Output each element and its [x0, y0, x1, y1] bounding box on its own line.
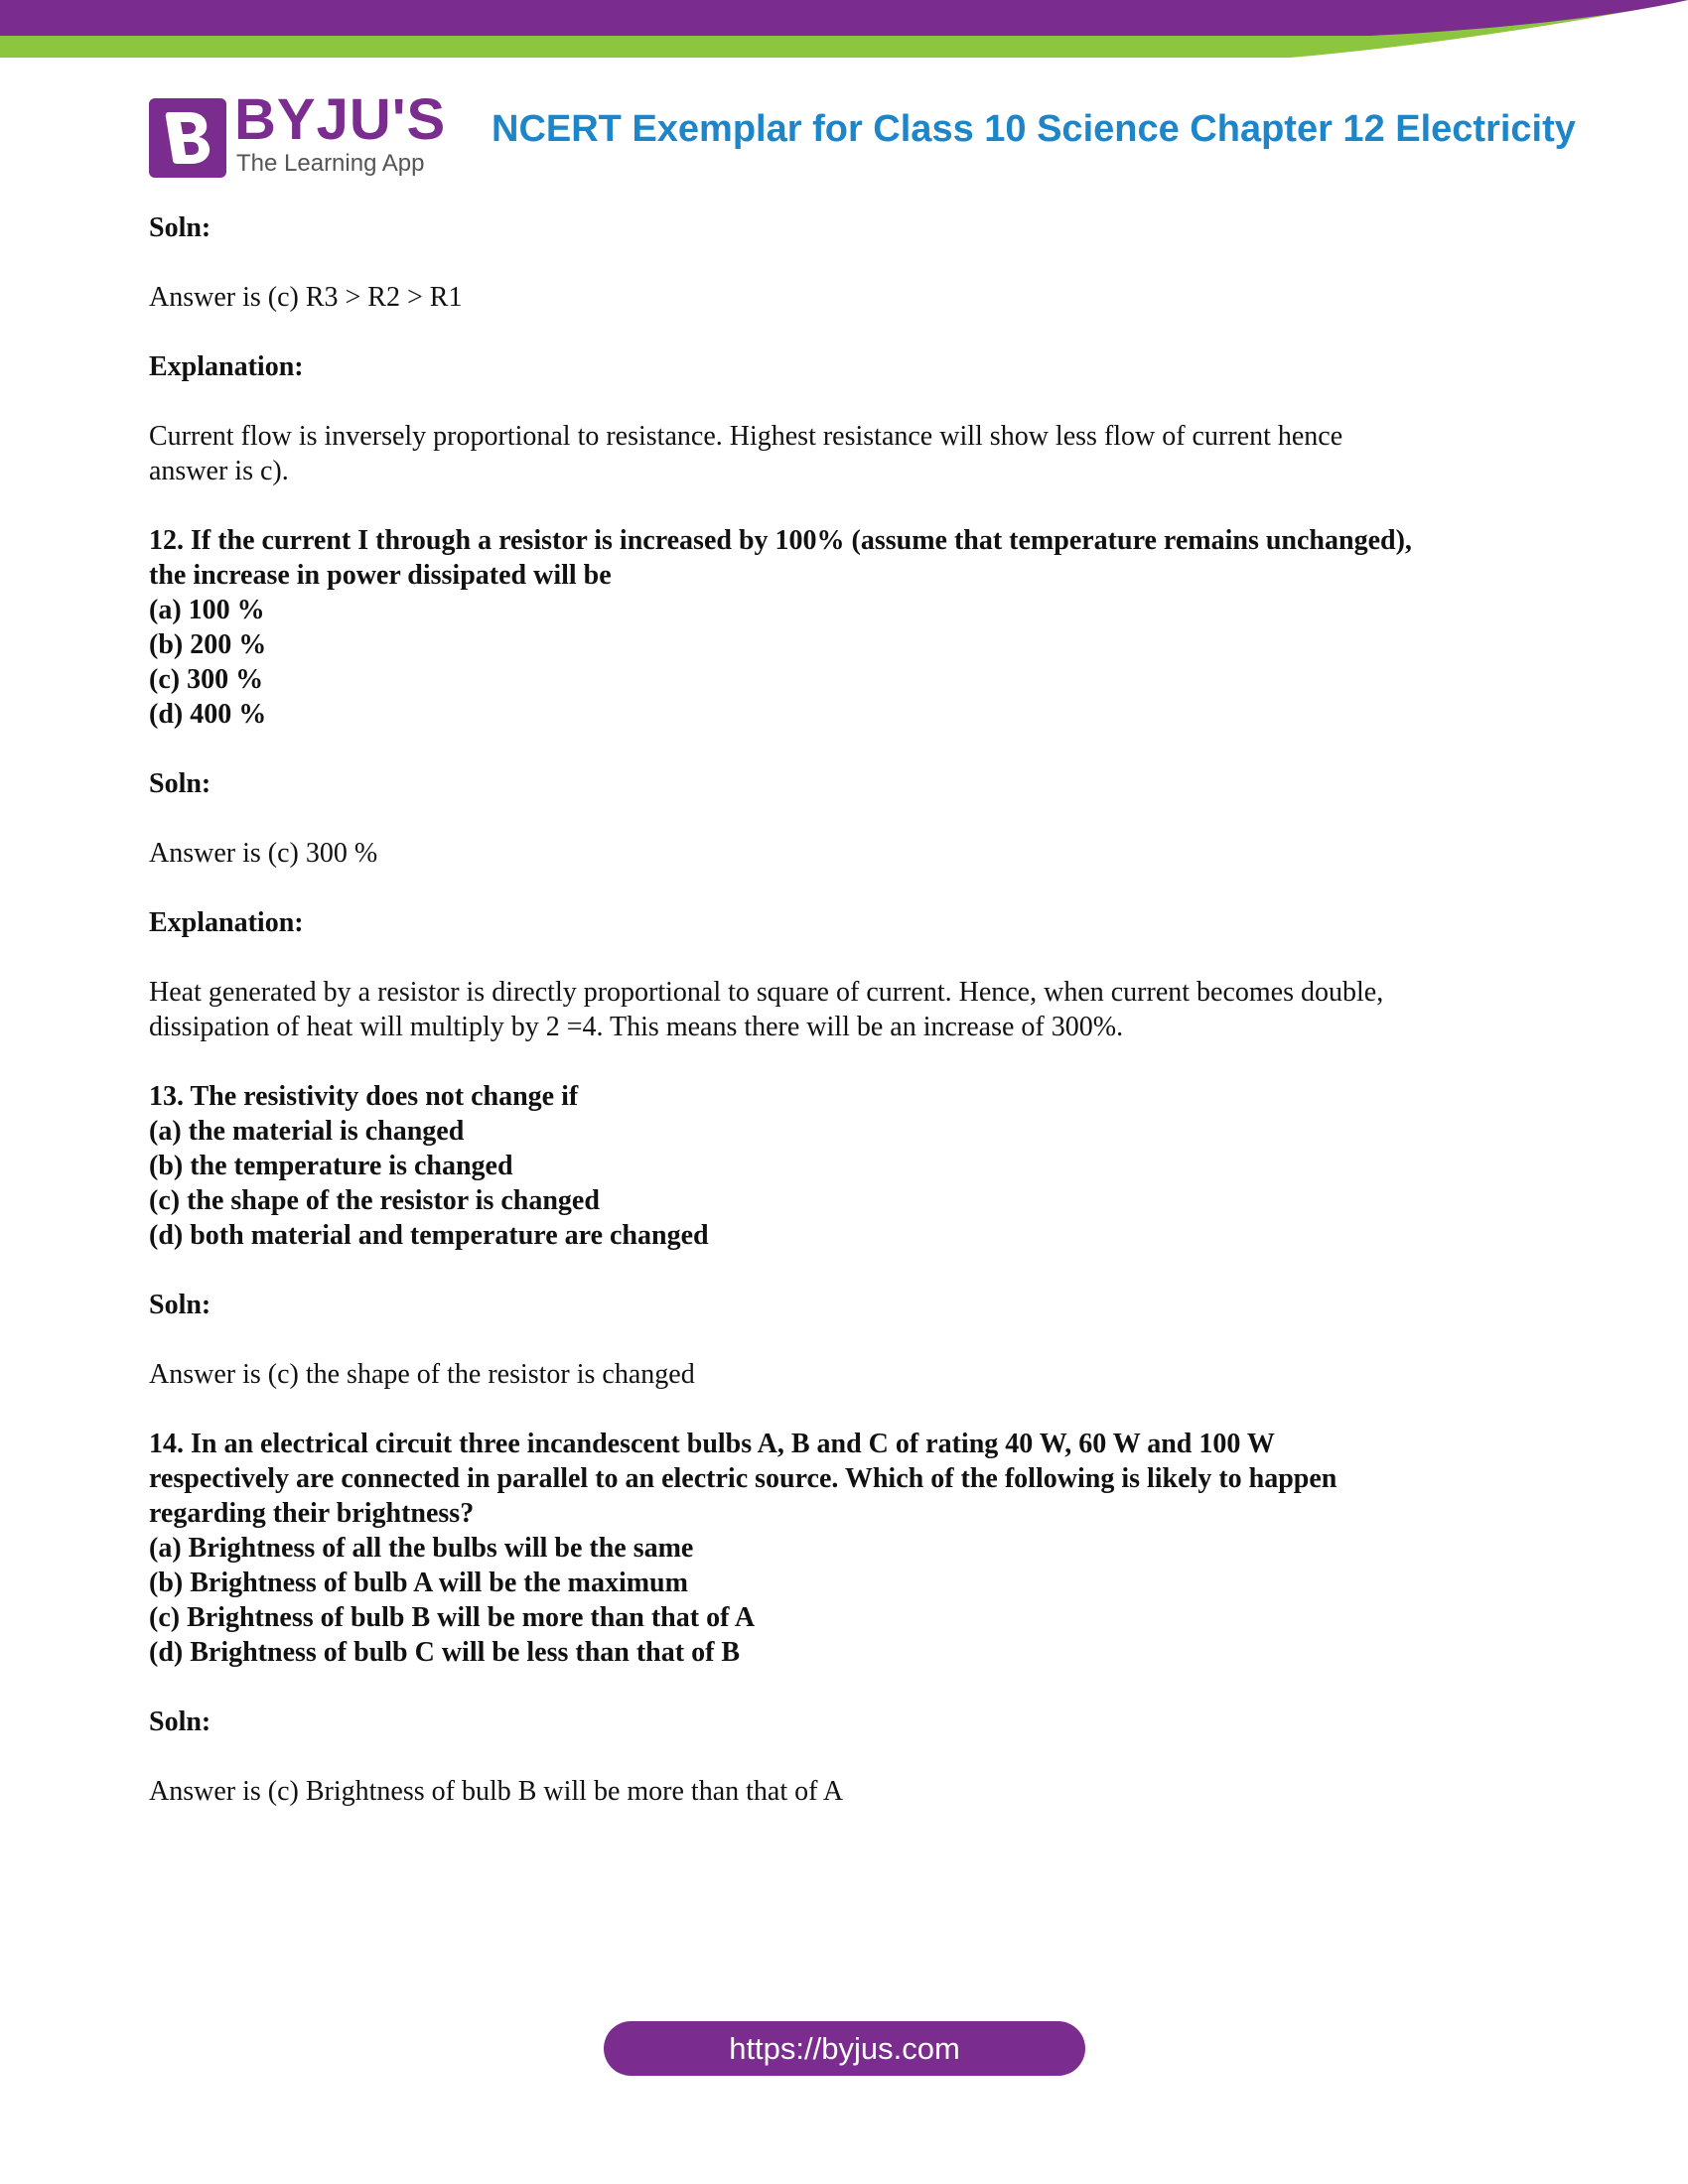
q12-explanation-label: Explanation: [149, 907, 304, 938]
q12-option-b: (b) 200 % [149, 629, 267, 660]
q13-soln-label: Soln: [149, 1290, 211, 1320]
q12-option-c: (c) 300 % [149, 664, 264, 695]
q11-answer: Answer is (c) R3 > R2 > R1 [149, 282, 463, 313]
q14-option-a: (a) Brightness of all the bulbs will be the same [149, 1533, 694, 1564]
logo-brand-name: BYJU'S [234, 87, 447, 152]
document-body [149, 210, 1559, 1809]
q12-option-a: (a) 100 % [149, 595, 265, 625]
q12-soln-label: Soln: [149, 768, 211, 799]
document-title: NCERT Exemplar for Class 10 Science Chapter 12 Electricity [492, 108, 1576, 150]
q14-question: respectively are connected in parallel to an electric source. Which of the following is likely to happen [149, 1463, 1337, 1494]
q11-explanation-line: answer is c). [149, 456, 289, 486]
q14-soln-label: Soln: [149, 1706, 211, 1737]
q12-explanation-line: dissipation of heat will multiply by 2 =4. This means there will be an increase of 300%. [149, 1012, 1124, 1042]
q13-option-a: (a) the material is changed [149, 1116, 465, 1147]
q11-soln-label: Soln: [149, 212, 211, 243]
page-header [149, 87, 1576, 189]
q14-question: regarding their brightness? [149, 1498, 475, 1529]
q14-answer: Answer is (c) Brightness of bulb B will be more than that of A [149, 1776, 844, 1807]
logo-b-icon [149, 98, 226, 178]
q12-answer: Answer is (c) 300 % [149, 838, 378, 869]
top-decorative-band [0, 0, 1688, 69]
q13-option-c: (c) the shape of the resistor is changed [149, 1185, 600, 1216]
q13-option-d: (d) both material and temperature are changed [149, 1220, 709, 1251]
byjus-logo[interactable] [149, 87, 447, 184]
logo-tagline: The Learning App [236, 150, 425, 177]
q14-option-d: (d) Brightness of bulb C will be less than that of B [149, 1637, 741, 1668]
q13-option-b: (b) the temperature is changed [149, 1151, 513, 1181]
q11-explanation-label: Explanation: [149, 351, 304, 382]
q11-explanation-line: Current flow is inversely proportional to resistance. Highest resistance will show less flow of current hence [149, 421, 1343, 452]
q12-option-d: (d) 400 % [149, 699, 267, 730]
footer-url-link[interactable]: https://byjus.com [604, 2021, 1085, 2076]
q12-explanation-line: Heat generated by a resistor is directly proportional to square of current. Hence, when current becomes double, [149, 977, 1384, 1008]
q12-question: the increase in power dissipated will be [149, 560, 612, 591]
q14-option-c: (c) Brightness of bulb B will be more than that of A [149, 1602, 756, 1633]
q14-option-b: (b) Brightness of bulb A will be the maximum [149, 1568, 688, 1598]
q13-question: 13. The resistivity does not change if [149, 1081, 579, 1112]
q14-question: 14. In an electrical circuit three incandescent bulbs A, B and C of rating 40 W, 60 W and 100 W [149, 1429, 1275, 1459]
q13-answer: Answer is (c) the shape of the resistor is changed [149, 1359, 695, 1390]
q12-question: 12. If the current I through a resistor is increased by 100% (assume that temperature remains unchanged), [149, 525, 1412, 556]
